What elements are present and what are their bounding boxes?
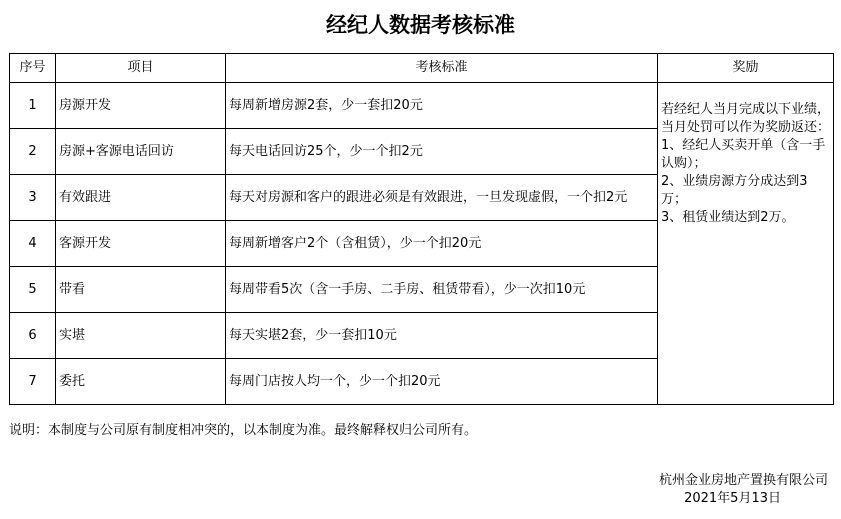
row-standard: 每周新增客户2个（含租赁），少一个扣20元 bbox=[226, 221, 658, 267]
row-standard: 每周带看5次（含一手房、二手房、租赁带看），少一次扣10元 bbox=[226, 267, 658, 313]
page-title: 经纪人数据考核标准 bbox=[326, 13, 515, 37]
row-num: 7 bbox=[10, 359, 56, 405]
row-num: 6 bbox=[10, 313, 56, 359]
row-item: 实堪 bbox=[56, 313, 226, 359]
row-standard: 每天实堪2套，少一套扣10元 bbox=[226, 313, 658, 359]
header-num: 序号 bbox=[10, 54, 56, 83]
row-item: 有效跟进 bbox=[56, 175, 226, 221]
table-header-row bbox=[10, 54, 834, 83]
row-standard: 每周新增房源2套，少一套扣20元 bbox=[226, 83, 658, 129]
row-item: 委托 bbox=[56, 359, 226, 405]
header-item: 项目 bbox=[56, 54, 226, 83]
row-item: 房源开发 bbox=[56, 83, 226, 129]
row-num: 2 bbox=[10, 129, 56, 175]
row-item: 房源+客源电话回访 bbox=[56, 129, 226, 175]
assessment-table bbox=[9, 53, 834, 405]
row-standard: 每天对房源和客户的跟进必须是有效跟进，一旦发现虚假，一个扣2元 bbox=[226, 175, 658, 221]
reward-cell: 若经纪人当月完成以下业绩，当月处罚可以作为奖励返还： 1、经纪人买卖开单（含一手认购）； 2、业绩房源方分成达到3万； 3、租赁业绩达到2万。 bbox=[658, 83, 834, 405]
row-item: 带看 bbox=[56, 267, 226, 313]
row-num: 1 bbox=[10, 83, 56, 129]
table-row bbox=[10, 83, 834, 129]
row-item: 客源开发 bbox=[56, 221, 226, 267]
row-num: 4 bbox=[10, 221, 56, 267]
row-standard: 每天电话回访25个，少一个扣2元 bbox=[226, 129, 658, 175]
row-num: 5 bbox=[10, 267, 56, 313]
header-reward: 奖励 bbox=[658, 54, 834, 83]
row-standard: 每周门店按人均一个，少一个扣20元 bbox=[226, 359, 658, 405]
header-standard: 考核标准 bbox=[226, 54, 658, 83]
document-date: 2021年5月13日 bbox=[684, 491, 781, 506]
company-name: 杭州金业房地产置换有限公司 bbox=[658, 473, 828, 488]
row-num: 3 bbox=[10, 175, 56, 221]
policy-note: 说明：本制度与公司原有制度相冲突的，以本制度为准。最终解释权归公司所有。 bbox=[9, 423, 478, 438]
